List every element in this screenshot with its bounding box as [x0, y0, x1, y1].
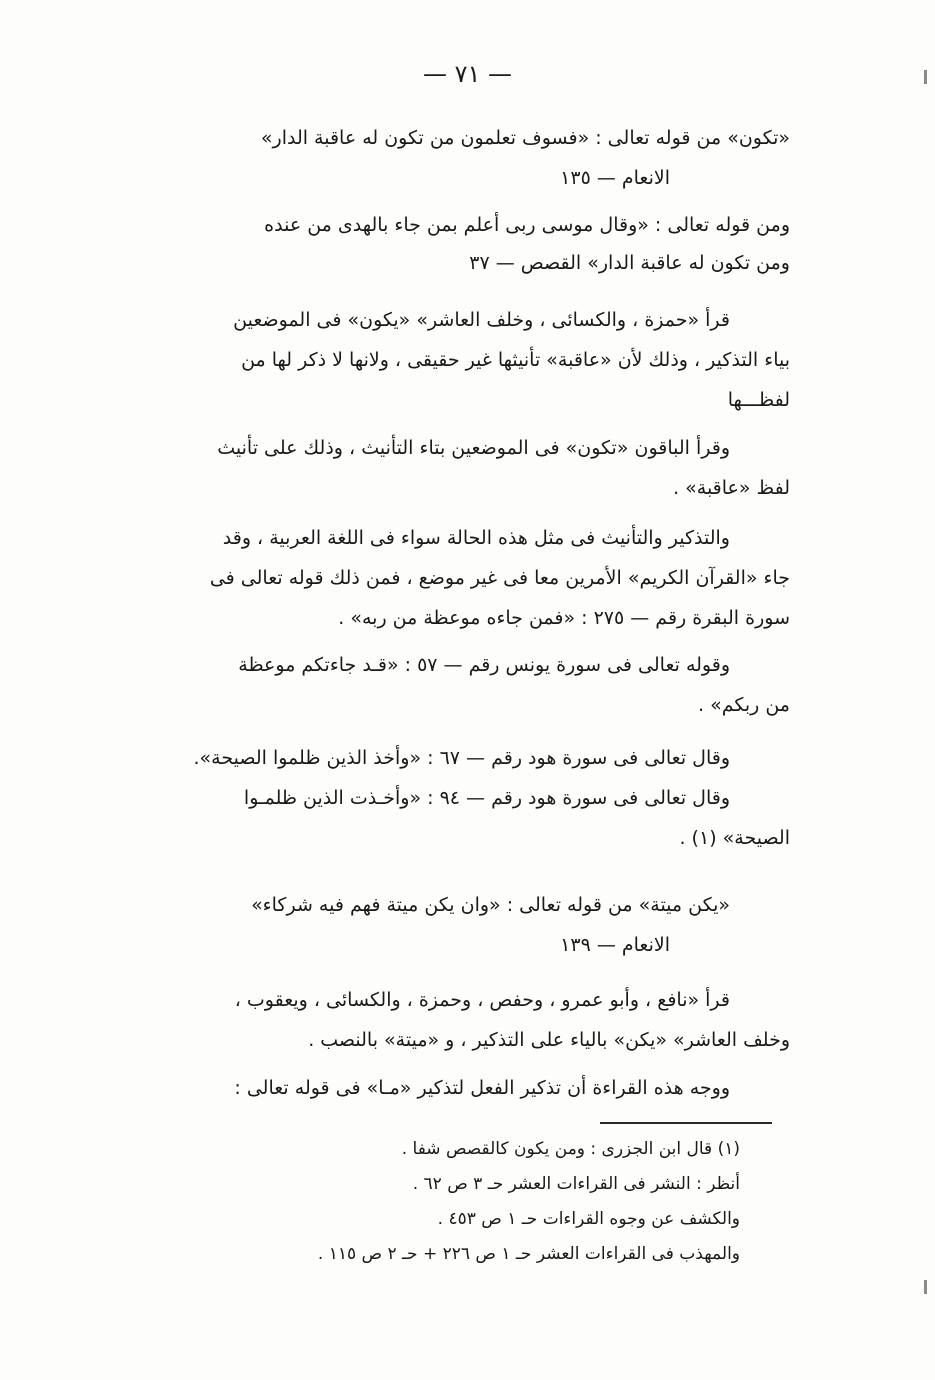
passage-block-9: [100, 980, 790, 1060]
scan-edge-mark: [924, 70, 927, 84]
passage-block-1: [100, 118, 790, 198]
passage-block-7: [100, 738, 790, 858]
footnote-divider: [600, 1122, 772, 1124]
passage-block-8: [100, 885, 790, 965]
passage-block-5: [100, 518, 790, 638]
footnote-line: والمهذب فى القراءات العشر حـ ١ ص ٢٢٦ + حـ ٢ ص ١١٥ .: [317, 1244, 740, 1264]
page-number: — ٧١ —: [422, 60, 513, 88]
passage-block-6: [100, 645, 790, 725]
footnotes: [230, 1132, 740, 1272]
footnote-line: والكشف عن وجوه القراءات حـ ١ ص ٤٥٣ .: [437, 1209, 740, 1229]
text-line: وقرأ الباقون «تكون» فى الموضعين بتاء التأنيث ، وذلك على تأنيث: [217, 437, 730, 459]
text-line: الصيحة» (١) .: [679, 827, 790, 849]
text-line: والتذكير والتأنيث فى مثل هذه الحالة سواء فى اللغة العربية ، وقد: [222, 527, 730, 549]
text-line: «تكون» من قوله تعالى : «فسوف تعلمون من تكون له عاقبة الدار»: [260, 127, 790, 149]
text-line: قرأ «حمزة ، والكسائى ، وخلف العاشر» «يكون» فى الموضعين: [233, 309, 730, 331]
passage-block-10: [100, 1068, 790, 1108]
text-line: وخلف العاشر» «يكن» بالياء على التذكير ، و «ميتة» بالنصب .: [308, 1029, 790, 1051]
passage-block-4: [100, 428, 790, 508]
text-line: وقوله تعالى فى سورة يونس رقم — ٥٧ : «قـد جاءتكم موعظة: [238, 654, 730, 676]
text-line: «يكن ميتة» من قوله تعالى : «وان يكن ميتة فهم فيه شركاء»: [251, 894, 730, 916]
text-line: من ربكم» .: [698, 694, 790, 716]
text-line: بياء التذكير ، وذلك لأن «عاقبة» تأنيثها غير حقيقى ، ولانها لا ذكر لها من: [241, 349, 790, 371]
text-line: ووجه هذه القراءة أن تذكير الفعل لتذكير «مـا» فى قوله تعالى :: [234, 1077, 730, 1099]
text-line: لفظ «عاقبة» .: [673, 477, 790, 499]
text-line: لفظـــها: [727, 389, 790, 411]
text-line: وقال تعالى فى سورة هود رقم — ٦٧ : «وأخذ الذين ظلموا الصيحة».: [193, 747, 730, 769]
text-line: قرأ «نافع ، وأبو عمرو ، وحفص ، وحمزة ، والكسائى ، ويعقوب ،: [234, 989, 730, 1011]
citation-line: الانعام — ١٣٥: [560, 167, 670, 189]
citation-line: الانعام — ١٣٩: [560, 934, 670, 956]
text-line: ومن تكون له عاقبة الدار» القصص — ٣٧: [469, 252, 790, 274]
text-line: جاء «القرآن الكريم» الأمرين معا فى غير موضع ، فمن ذلك قوله تعالى فى: [209, 567, 790, 589]
footnote-line: (١) قال ابن الجزرى : ومن يكون كالقصص شفا .: [401, 1139, 740, 1159]
passage-block-2: [100, 205, 790, 281]
footnote-line: أنظر : النشر فى القراءات العشر حـ ٣ ص ٦٢ .: [412, 1174, 740, 1194]
scan-edge-mark: [924, 1280, 927, 1294]
passage-block-3: [100, 300, 790, 420]
text-line: سورة البقرة رقم — ٢٧٥ : «فمن جاءه موعظة من ربه» .: [338, 607, 790, 629]
text-line: ومن قوله تعالى : «وقال موسى ربى أعلم بمن جاء بالهدى من عنده: [264, 214, 790, 236]
text-line: وقال تعالى فى سورة هود رقم — ٩٤ : «وأخـذت الذين ظلمـوا: [243, 787, 730, 809]
